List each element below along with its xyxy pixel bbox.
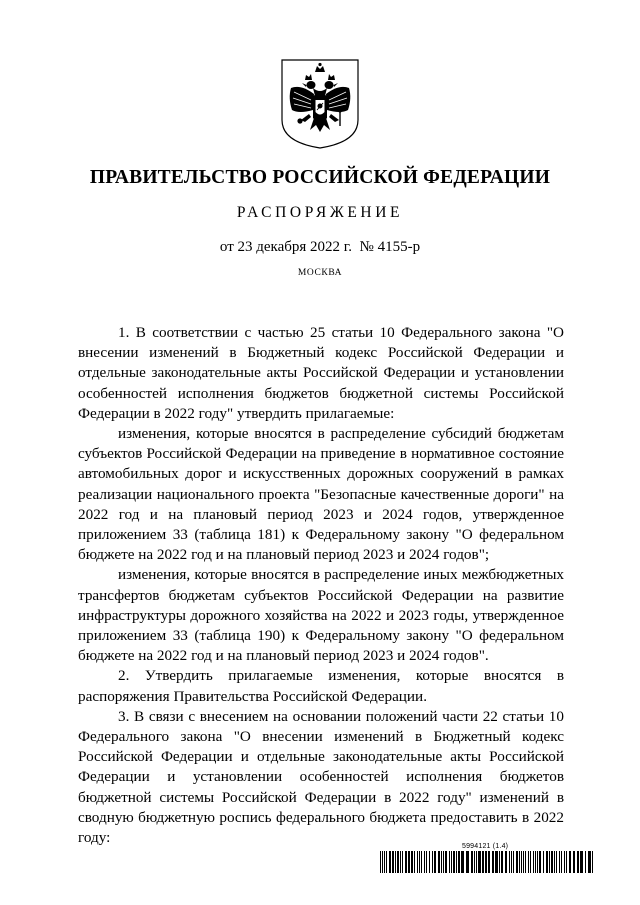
barcode-number: 5994121 (1.4) (462, 843, 509, 850)
paragraph-2: 2. Утвердить прилагаемые изменения, которые вносятся в распоряжения Правительства Российской Федерации. (78, 667, 564, 705)
document-date-number: от 23 декабря 2022 г. № 4155-р (219, 239, 421, 255)
document-body (78, 323, 564, 848)
document-type: РАСПОРЯЖЕНИЕ (236, 204, 404, 221)
barcode-icon (380, 851, 596, 873)
paragraph-1: 1. В соответствии с частью 25 статьи 10 Федерального закона "О внесении изменений в Бюджетный кодекс Российской Федерации и отдельные законодательные акты Российской Федерации и установлении особенностей исполнения бюджетов бюджетной системы Российской Федерации в 2022 году" утвердить прилагаемые: (78, 324, 564, 422)
paragraph-1-item-2: изменения, которые вносятся в распределение иных межбюджетных трансфертов бюджетам субъектов Российской Федерации на развитие инфраструктуры дорожного хозяйства на 2022 и 2023 годы, утвержденное приложением 33 (таблица 190) к Федеральному закону "О федеральном бюджете на 2022 год и на плановый период 2023 и 2024 годов". (78, 566, 564, 665)
russian-coat-of-arms-icon (279, 58, 361, 150)
paragraph-1-item-1: изменения, которые вносятся в распределение субсидий бюджетам субъектов Российской Федерации на приведение в нормативное состояние автомобильных дорог и искусственных дорожных сооружений в рамках реализации национального проекта "Безопасные качественные дороги" на 2022 год и на плановый период 2023 и 2024 годов, утвержденное приложением 33 (таблица 181) к Федеральному закону "О федеральном бюджете на 2022 год и на плановый период 2023 и 2024 годов"; (78, 425, 564, 564)
document-city: МОСКВА (297, 268, 343, 278)
government-title: ПРАВИТЕЛЬСТВО РОССИЙСКОЙ ФЕДЕРАЦИИ (89, 167, 551, 188)
paragraph-3: 3. В связи с внесением на основании положений части 22 статьи 10 Федерального закона "О внесении изменений в Бюджетный кодекс Российской Федерации и отдельные законодательные акты Российской Федерации и установлении особенностей исполнения бюджетов бюджетной системы Российской Федерации в 2022 году" изменений в сводную бюджетную роспись федерального бюджета предоставить в 2022 году: (78, 707, 564, 847)
